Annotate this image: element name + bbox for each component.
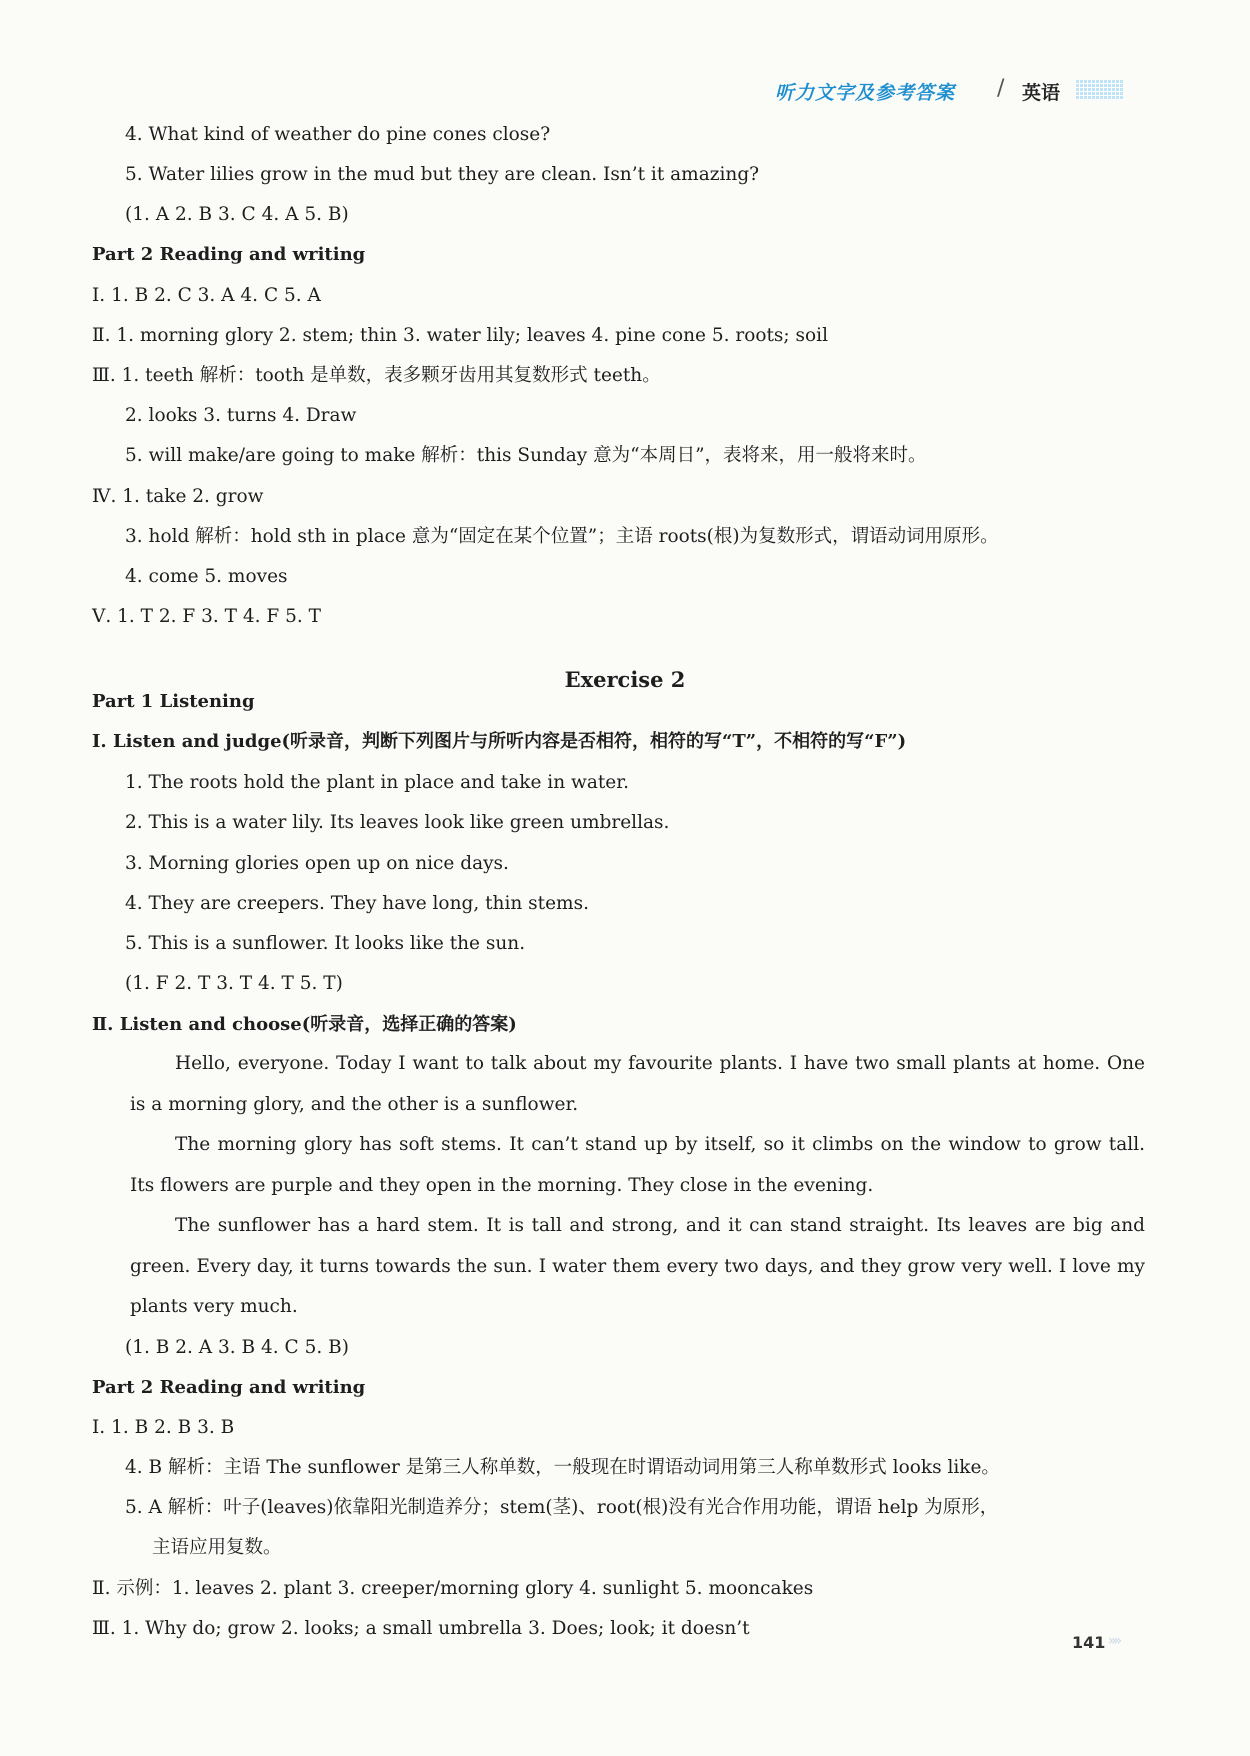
answer-line: Part 2 Reading and writing	[92, 1377, 366, 1398]
answer-line: Part 1 Listening	[92, 691, 255, 712]
answer-line: 2. This is a water lily. Its leaves look like green umbrellas.	[125, 812, 670, 833]
answer-line: 2. looks 3. turns 4. Draw	[125, 405, 357, 426]
answer-line: 3. hold 解析：hold sth in place 意为“固定在某个位置”；主语 roots(根)为复数形式，谓语动词用原形。	[125, 526, 999, 547]
listening-paragraph: Hello, everyone. Today I want to talk about my favourite plants. I have two small plants at home. One is a morning glory, and the other is a sunflower.	[130, 1053, 1145, 1115]
answer-line: 4. What kind of weather do pine cones close?	[125, 124, 551, 145]
exercise-title: Exercise 2	[564, 667, 686, 692]
page-header	[775, 78, 1135, 108]
answer-line: (1. A 2. B 3. C 4. A 5. B)	[125, 204, 349, 225]
answer-line: (1. F 2. T 3. T 4. T 5. T)	[125, 973, 343, 994]
page-arrows-icon: »»	[1108, 1633, 1120, 1649]
answer-line: 4. come 5. moves	[125, 566, 288, 587]
page-number: 141	[1072, 1633, 1106, 1652]
answer-line: 主语应用复数。	[152, 1537, 282, 1558]
listening-paragraph: The morning glory has soft stems. It can’t stand up by itself, so it climbs on the window to grow tall. Its flowers are purple and they open in the morning. They close in the evening.	[130, 1134, 1145, 1196]
answer-line: Ⅱ. 示例：1. leaves 2. plant 3. creeper/morning glory 4. sunlight 5. mooncakes	[92, 1578, 814, 1599]
header-subject: 英语	[1022, 82, 1061, 104]
answer-line: Ⅲ. 1. Why do; grow 2. looks; a small umbrella 3. Does; look; it doesn’t	[92, 1618, 750, 1639]
answer-line: 4. They are creepers. They have long, thin stems.	[125, 893, 589, 914]
answer-line: Ⅱ. 1. morning glory 2. stem; thin 3. water lily; leaves 4. pine cone 5. roots; soil	[92, 325, 828, 346]
answer-line: 1. The roots hold the plant in place and take in water.	[125, 772, 629, 793]
answer-line: Ⅰ. 1. B 2. C 3. A 4. C 5. A	[92, 285, 321, 306]
answer-line: Ⅴ. 1. T 2. F 3. T 4. F 5. T	[92, 606, 321, 627]
answer-line: (1. B 2. A 3. B 4. C 5. B)	[125, 1337, 349, 1358]
answer-line: 5. will make/are going to make 解析：this Sunday 意为“本周日”，表将来，用一般将来时。	[125, 445, 927, 466]
answer-line: 3. Morning glories open up on nice days.	[125, 853, 509, 874]
answer-line: Ⅲ. 1. teeth 解析：tooth 是单数，表多颗牙齿用其复数形式 teeth。	[92, 365, 661, 386]
listening-paragraph: The sunflower has a hard stem. It is tall and strong, and it can stand straight. Its leaves are big and green. Every day, it turns towards the sun. I water them every two days, and they grow very well. I love my plants very much.	[130, 1215, 1145, 1317]
header-decoration	[1075, 80, 1123, 100]
answer-line: Ⅰ. Listen and judge(听录音，判断下列图片与所听内容是否相符，相符的写“T”，不相符的写“F”)	[92, 731, 907, 752]
answer-line: 5. This is a sunflower. It looks like the sun.	[125, 933, 526, 954]
header-title: 听力文字及参考答案	[775, 82, 956, 104]
answer-line: 5. Water lilies grow in the mud but they are clean. Isn’t it amazing?	[125, 164, 760, 185]
answer-line: Ⅱ. Listen and choose(听录音，选择正确的答案)	[92, 1014, 517, 1035]
answer-line: 4. B 解析：主语 The sunflower 是第三人称单数，一般现在时谓语动词用第三人称单数形式 looks like。	[125, 1457, 1000, 1478]
answer-line: Part 2 Reading and writing	[92, 244, 366, 265]
answer-line: Ⅰ. 1. B 2. B 3. B	[92, 1417, 235, 1438]
header-slash: /	[997, 76, 1005, 101]
answer-line: 5. A 解析：叶子(leaves)依靠阳光制造养分；stem(茎)、root(根)没有光合作用功能，谓语 help 为原形，	[125, 1497, 999, 1518]
answer-line: Ⅳ. 1. take 2. grow	[92, 486, 264, 507]
